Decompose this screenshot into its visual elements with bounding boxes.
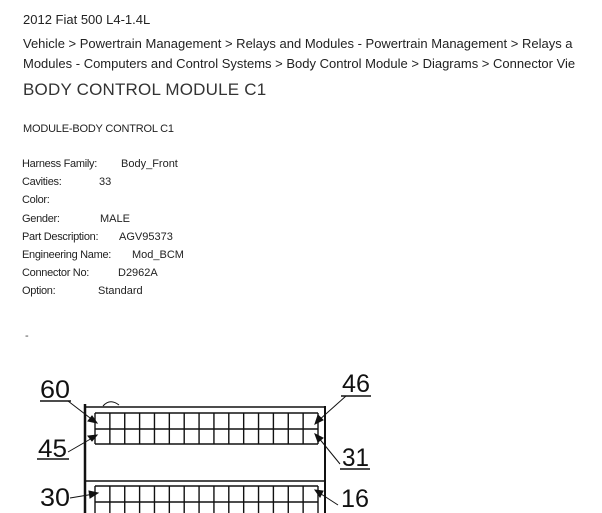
pin-label-30: 30: [40, 484, 70, 512]
lower-cavity-grid: [95, 486, 318, 513]
property-option: [22, 285, 143, 303]
property-value: 33: [99, 176, 112, 189]
property-label: Harness Family:: [22, 158, 97, 170]
property-label: Part Description:: [22, 230, 99, 243]
property-label: Gender:: [22, 212, 60, 225]
connector-properties: [22, 158, 184, 304]
breadcrumb-line-2[interactable]: Modules - Computers and Control Systems > Body Control Module > Diagrams > Connector Vie: [23, 56, 576, 71]
pin-label-45: 45: [38, 435, 67, 463]
vehicle-title: 2012 Fiat 500 L4-1.4L: [23, 12, 151, 27]
breadcrumb-line-1[interactable]: Vehicle > Powertrain Management > Relays and Modules - Powertrain Management > Relays a: [23, 36, 573, 51]
property-value: Mod_BCM: [132, 248, 184, 261]
property-value: D2962A: [118, 267, 158, 280]
connector-latch: [103, 402, 119, 406]
property-label: Cavities:: [22, 176, 62, 189]
property-cavities: [22, 176, 111, 194]
property-connector-no: [22, 267, 158, 285]
property-engineering-name: [22, 248, 184, 267]
breadcrumb: [23, 34, 575, 74]
connector-diagram: [0, 360, 602, 513]
property-label: Option:: [22, 285, 56, 298]
pin-label-31: 31: [342, 444, 369, 472]
pin-label-46: 46: [342, 370, 370, 398]
property-gender: [22, 212, 130, 231]
property-value: Standard: [98, 285, 143, 298]
separator-dash: -: [25, 330, 29, 342]
property-label: Engineering Name:: [22, 248, 112, 261]
property-value: MALE: [100, 212, 130, 225]
property-value: AGV95373: [119, 230, 173, 243]
property-value: Body_Front: [121, 158, 178, 170]
pin-label-16: 16: [341, 485, 369, 513]
property-part-description: [22, 230, 173, 249]
property-color: [22, 194, 111, 212]
property-label: Connector No:: [22, 267, 90, 280]
upper-cavity-grid: [95, 413, 318, 444]
module-subtitle: MODULE-BODY CONTROL C1: [23, 123, 174, 135]
property-harness-family: [22, 158, 178, 176]
pin-label-60: 60: [40, 376, 70, 404]
property-label: Color:: [22, 194, 50, 207]
page-title: BODY CONTROL MODULE C1: [23, 80, 267, 99]
